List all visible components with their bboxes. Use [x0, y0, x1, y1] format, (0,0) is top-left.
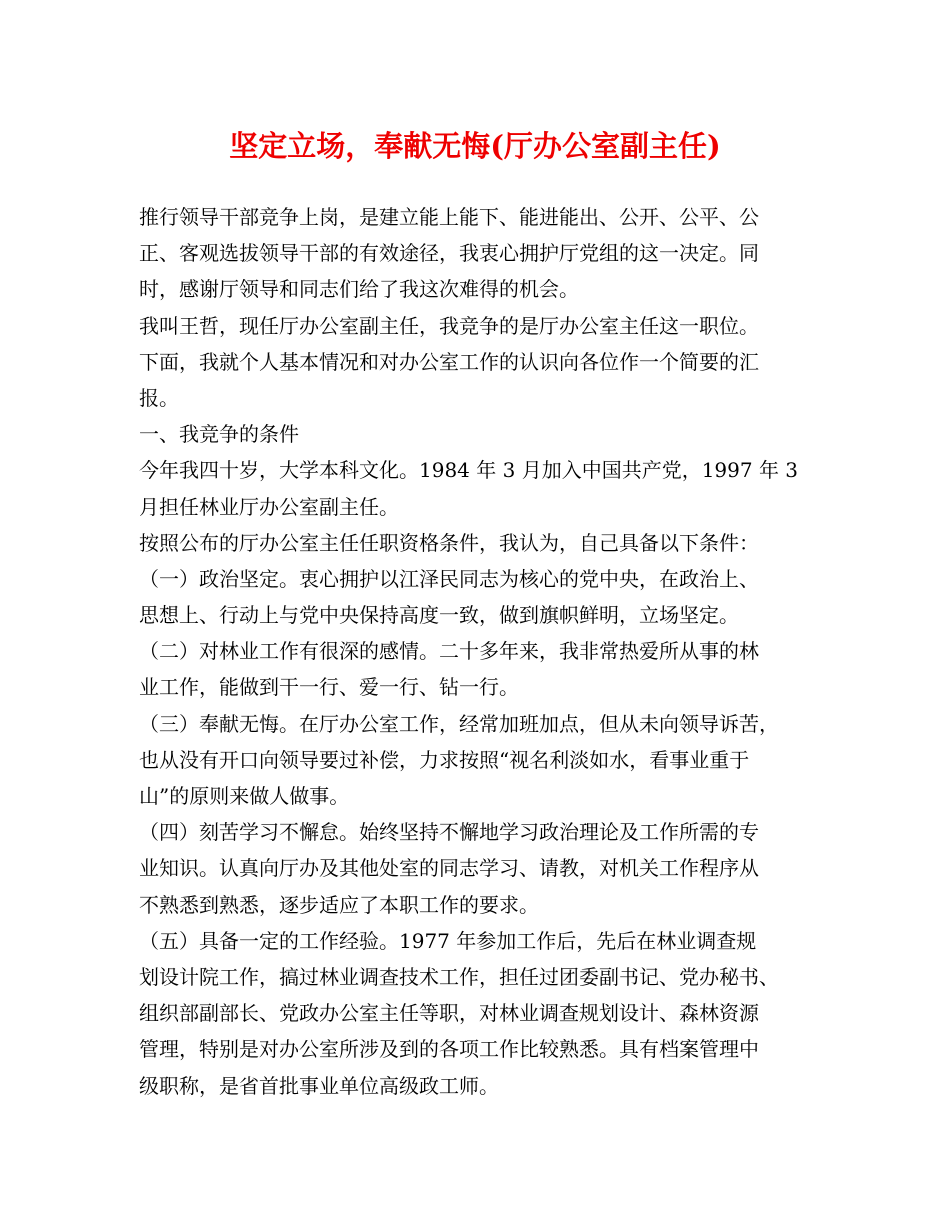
section-heading: 一、我竞争的条件 [139, 422, 299, 447]
text-line: 月担任林业厅办公室副主任。 [139, 494, 399, 519]
text-line: 按照公布的厅办公室主任任职资格条件，我认为，自己具备以下条件： [139, 530, 759, 555]
text-line: 组织部副部长、党政办公室主任等职，对林业调查规划设计、森林资源 [139, 1001, 759, 1026]
text-line: （四）刻苦学习不懈怠。始终坚持不懈地学习政治理论及工作所需的专 [139, 820, 759, 845]
text-line: 时，感谢厅领导和同志们给了我这次难得的机会。 [139, 277, 579, 302]
text-line: 业知识。认真向厅办及其他处室的同志学习、请教，对机关工作程序从 [139, 856, 759, 881]
text-line: 业工作，能做到干一行、爱一行、钻一行。 [139, 675, 519, 700]
text-line: （五）具备一定的工作经验。1977 年参加工作后，先后在林业调查规 [139, 928, 757, 953]
text-line: 今年我四十岁，大学本科文化。1984 年 3 月加入中国共产党，1997 年 3 [139, 458, 799, 483]
text-line: 划设计院工作，搞过林业调查技术工作，担任过团委副书记、党办秘书、 [139, 964, 779, 989]
text-line: 正、客观选拔领导干部的有效途径，我衷心拥护厅党组的这一决定。同 [139, 241, 759, 266]
text-line: 也从没有开口向领导要过补偿，力求按照“视名利淡如水，看事业重于 [139, 747, 750, 772]
text-line: （三）奉献无悔。在厅办公室工作，经常加班加点，但从未向领导诉苦， [139, 711, 779, 736]
text-line: 山”的原则来做人做事。 [139, 784, 350, 808]
text-line: 我叫王哲，现任厅办公室副主任，我竞争的是厅办公室主任这一职位。 [139, 313, 759, 338]
text-line: 下面，我就个人基本情况和对办公室工作的认识向各位作一个简要的汇 [139, 349, 759, 374]
text-line: 报。 [139, 385, 179, 410]
text-line: 不熟悉到熟悉，逐步适应了本职工作的要求。 [139, 892, 539, 917]
text-line: 思想上、行动上与党中央保持高度一致，做到旗帜鲜明，立场坚定。 [139, 603, 739, 628]
text-line: 级职称，是省首批事业单位高级政工师。 [139, 1073, 499, 1098]
text-line: 推行领导干部竞争上岗，是建立能上能下、能进能出、公开、公平、公 [139, 205, 759, 229]
document-title: 坚定立场，奉献无悔(厅办公室副主任) [229, 129, 721, 163]
text-line: （二）对林业工作有很深的感情。二十多年来，我非常热爱所从事的林 [139, 639, 759, 664]
text-line: 管理，特别是对办公室所涉及到的各项工作比较熟悉。具有档案管理中 [139, 1037, 759, 1062]
text-line: （一）政治坚定。衷心拥护以江泽民同志为核心的党中央，在政治上、 [139, 566, 759, 591]
document-body [139, 199, 819, 1104]
